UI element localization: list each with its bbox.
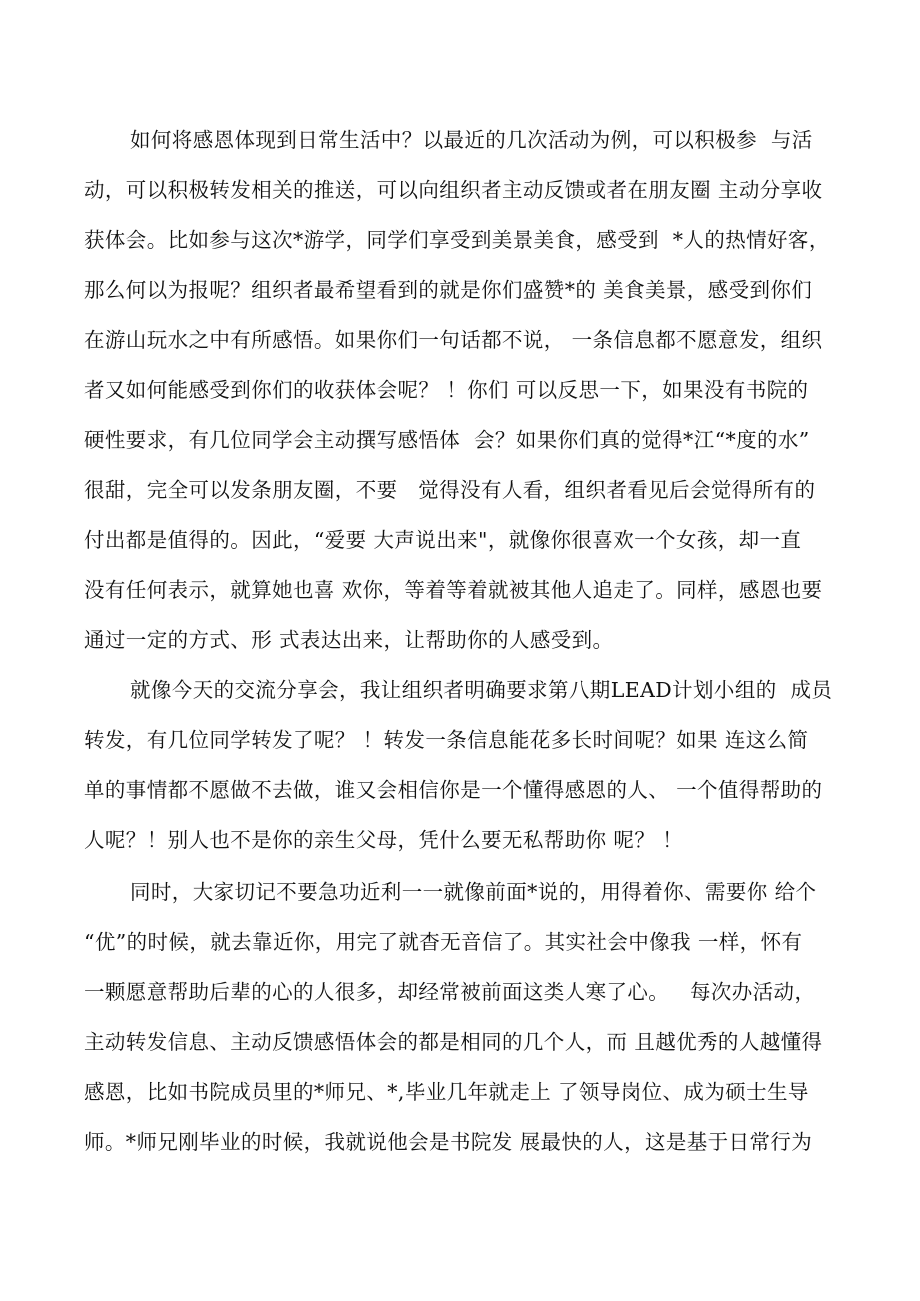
paragraph-1-line-7: 硬性要求，有几位同学会主动撰写感悟体 会？如果你们真的觉得*江“*度的水” xyxy=(84,428,810,452)
paragraph-1-line-10: 没有任何表示，就算她也喜 欢你，等着等着就被其他人追走了。同样，感恩也要 xyxy=(84,578,823,602)
paragraph-1-line-1: 如何将感恩体现到日常生活中？以最近的几次活动为例，可以积极参 与活 xyxy=(130,128,813,152)
paragraph-2-line-3: 单的事情都不愿做不去做，谁又会相信你是一个懂得感恩的人、 一个值得帮助的 xyxy=(84,778,823,802)
paragraph-3-line-1: 同时，大家切记不要急功近利一一就像前面*说的，用得着你、需要你 给个 xyxy=(130,880,817,904)
paragraph-1-line-5: 在游山玩水之中有所感悟。如果你们一句话都不说， 一条信息都不愿意发，组织 xyxy=(84,328,823,352)
paragraph-1-line-11: 通过一定的方式、形 式表达出来，让帮助你的人感受到。 xyxy=(84,628,614,652)
paragraph-1-line-3: 获体会。比如参与这次*游学，同学们享受到美景美食，感受到 *人的热情好客， xyxy=(84,228,830,252)
paragraph-3-line-4: 主动转发信息、主动反馈感悟体会的都是相同的几个人，而 且越优秀的人越懂得 xyxy=(84,1030,823,1054)
paragraph-2-line-4: 人呢？！别人也不是你的亲生父母，凭什么要无私帮助你 呢？ ！ xyxy=(84,828,684,852)
paragraph-3-line-6: 师。*师兄刚毕业的时候，我就说他会是书院发 展最快的人，这是基于日常行为 xyxy=(84,1130,813,1154)
paragraph-2-line-2: 转发，有几位同学转发了呢？ ！转发一条信息能花多长时间呢？如果 连这么简 xyxy=(84,728,809,752)
paragraph-1-line-4: 那么何以为报呢？组织者最希望看到的就是你们盛赞*的 美食美景，感受到你们 xyxy=(84,278,813,302)
paragraph-3-line-3: 一颗愿意帮助后辈的心的人很多，却经常被前面这类人寒了心。 每次办活动， xyxy=(84,980,816,1004)
paragraph-1-line-2: 动，可以积极转发相关的推送，可以向组织者主动反馈或者在朋友圈 主动分享收 xyxy=(84,178,823,202)
paragraph-1-line-9: 付出都是值得的。因此，“爱要 大声说出来"，就像你很喜欢一个女孩，却一直 xyxy=(84,528,802,552)
paragraph-1-line-6: 者又如何能感受到你们的收获体会呢？ ！你们 可以反思一下，如果没有书院的 xyxy=(84,378,809,402)
paragraph-2-line-1: 就像今天的交流分享会，我让组织者明确要求第八期LEAD计划小组的 成员 xyxy=(130,678,833,702)
paragraph-3-line-5: 感恩，比如书院成员里的*师兄、*,毕业几年就走上 了领导岗位、成为硕士生导 xyxy=(84,1080,809,1104)
paragraph-1-line-8: 很甜，完全可以发条朋友圈，不要 觉得没有人看，组织者看见后会觉得所有的 xyxy=(84,478,816,502)
paragraph-3-line-2: “优”的时候，就去靠近你，用完了就杳无音信了。其实社会中像我 一样，怀有 xyxy=(84,930,803,954)
